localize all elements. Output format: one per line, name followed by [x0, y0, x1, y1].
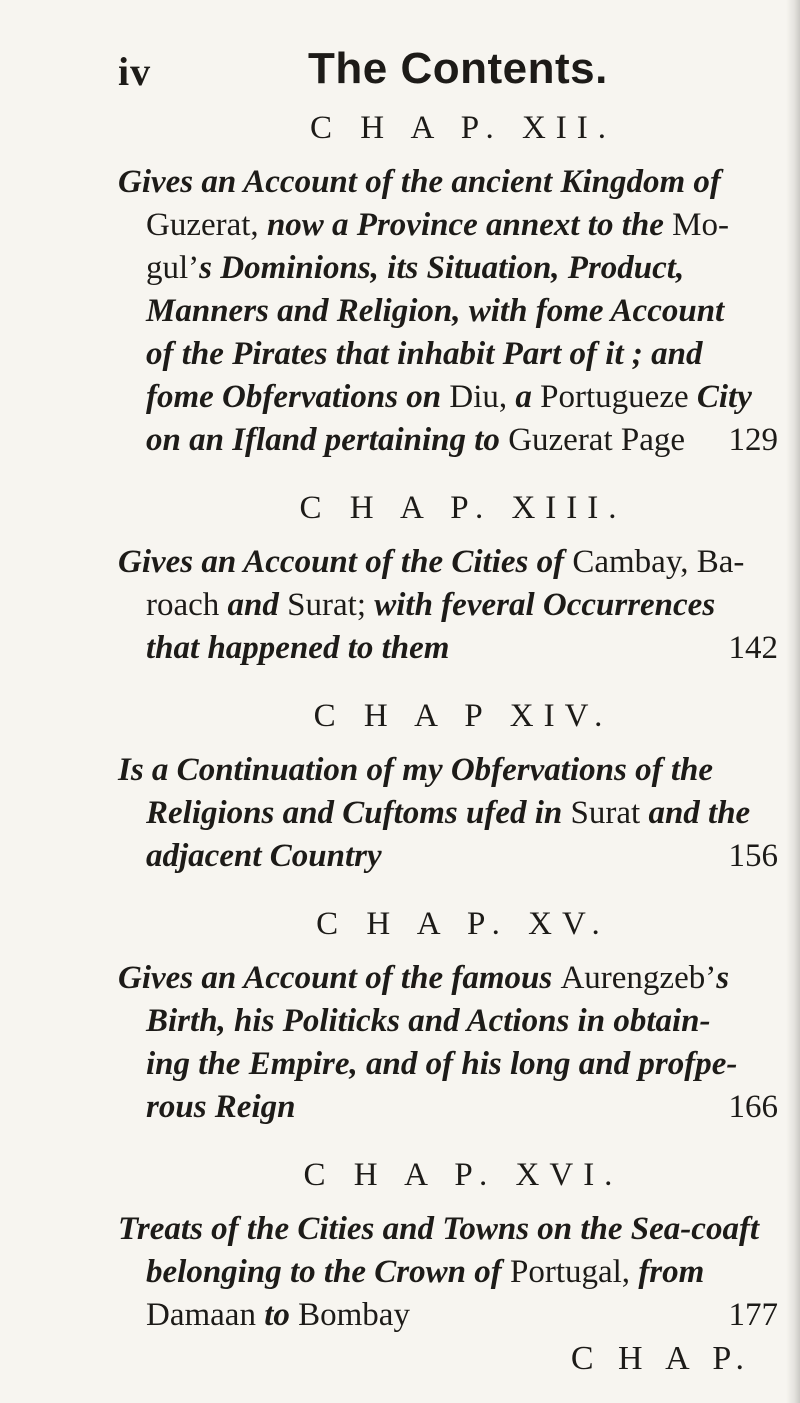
summary-line	[118, 419, 778, 462]
italic-text: on an Ifland pertaining to	[146, 422, 509, 458]
summary-line	[118, 627, 778, 670]
roman-text: Surat	[570, 795, 649, 831]
contents-list	[118, 110, 778, 1365]
page-reference: 156	[728, 838, 778, 874]
italic-text: from	[638, 1254, 705, 1290]
roman-text: Aurengzeb’	[560, 960, 717, 996]
roman-text: roach	[146, 587, 228, 623]
summary-line	[118, 1251, 778, 1294]
italic-text: belonging to the Crown of	[146, 1254, 510, 1290]
italic-text: s	[716, 960, 730, 996]
roman-text: Cambay, Ba-	[572, 544, 745, 580]
chapter-heading: C H A P. XIII.	[299, 490, 627, 526]
roman-text: Bombay	[298, 1297, 410, 1333]
summary-line	[118, 1086, 778, 1129]
italic-text: s Dominions, its Situation, Product,	[199, 250, 685, 286]
page-number: iv	[118, 49, 152, 94]
roman-text: Portugal,	[509, 1254, 639, 1290]
summary-line	[118, 584, 778, 627]
roman-text: Guzerat,	[146, 207, 267, 243]
italic-text: rous Reign	[146, 1089, 296, 1125]
italic-text: and the	[648, 795, 751, 831]
italic-text: Religions and Cuftoms ufed in	[146, 795, 571, 831]
summary-line	[118, 1294, 778, 1337]
roman-text: Guzerat Page	[508, 422, 686, 458]
roman-text: Surat;	[287, 587, 375, 623]
italic-text: City	[696, 379, 752, 415]
italic-text: now a Province annext to the	[266, 207, 673, 243]
summary-line	[118, 290, 778, 333]
italic-text: and	[227, 587, 288, 623]
italic-text: of the Pirates that inhabit Part of it ; and	[146, 336, 703, 372]
italic-text: Gives an Account of the ancient Kingdom of	[118, 164, 721, 200]
summary-line	[118, 247, 778, 290]
page-reference: 129	[728, 422, 778, 458]
page-reference: 142	[728, 630, 778, 666]
summary-line	[118, 835, 778, 878]
italic-text: a	[515, 379, 541, 415]
italic-text: Is a Continuation of my Obfervations of the	[118, 752, 713, 788]
catchword: C H A P.	[570, 1340, 752, 1377]
summary-line	[118, 333, 778, 376]
italic-text: Manners and Religion, with fome Account	[146, 293, 725, 329]
summary-line	[118, 792, 778, 835]
summary-line	[118, 957, 778, 1000]
italic-text: Birth, his Politicks and Actions in obtain-	[146, 1003, 711, 1039]
italic-text: Treats of the Cities and Towns on the Sea-coaft	[118, 1211, 760, 1247]
running-title: The Contents.	[308, 44, 608, 93]
summary-line	[118, 541, 778, 584]
roman-text: Mo-	[672, 207, 729, 243]
chapter-summary	[118, 161, 778, 462]
chapter-heading: C H A P XIV.	[313, 698, 613, 734]
italic-text: ing the Empire, and of his long and profpe-	[146, 1046, 738, 1082]
summary-line	[118, 749, 778, 792]
page-edge-shadow	[786, 0, 800, 1403]
italic-text: fome Obfervations on	[146, 379, 450, 415]
chapter-summary	[118, 957, 778, 1129]
italic-text: adjacent Country	[146, 838, 382, 874]
summary-line	[118, 1043, 778, 1086]
summary-line	[118, 204, 778, 247]
italic-text: with feveral Occurrences	[374, 587, 716, 623]
roman-text: gul’	[146, 250, 200, 286]
roman-text: Portugueze	[540, 379, 697, 415]
summary-line	[118, 1000, 778, 1043]
chapter-heading: C H A P. XVI.	[303, 1157, 623, 1193]
summary-line	[118, 161, 778, 204]
page-header	[118, 38, 778, 108]
italic-text: Gives an Account of the Cities of	[118, 544, 573, 580]
italic-text: to	[264, 1297, 299, 1333]
page-reference: 177	[728, 1297, 778, 1333]
page-reference: 166	[728, 1089, 778, 1125]
summary-line	[118, 376, 778, 419]
chapter-heading: C H A P. XV.	[316, 906, 610, 942]
chapter-summary	[118, 541, 778, 670]
chapter-heading: C H A P. XII.	[309, 110, 617, 146]
italic-text: Gives an Account of the famous	[118, 960, 561, 996]
roman-text: Damaan	[146, 1297, 265, 1333]
italic-text: that happened to them	[146, 630, 450, 666]
chapter-summary	[118, 1208, 778, 1337]
roman-text: Diu,	[449, 379, 516, 415]
chapter-summary	[118, 749, 778, 878]
summary-line	[118, 1208, 778, 1251]
